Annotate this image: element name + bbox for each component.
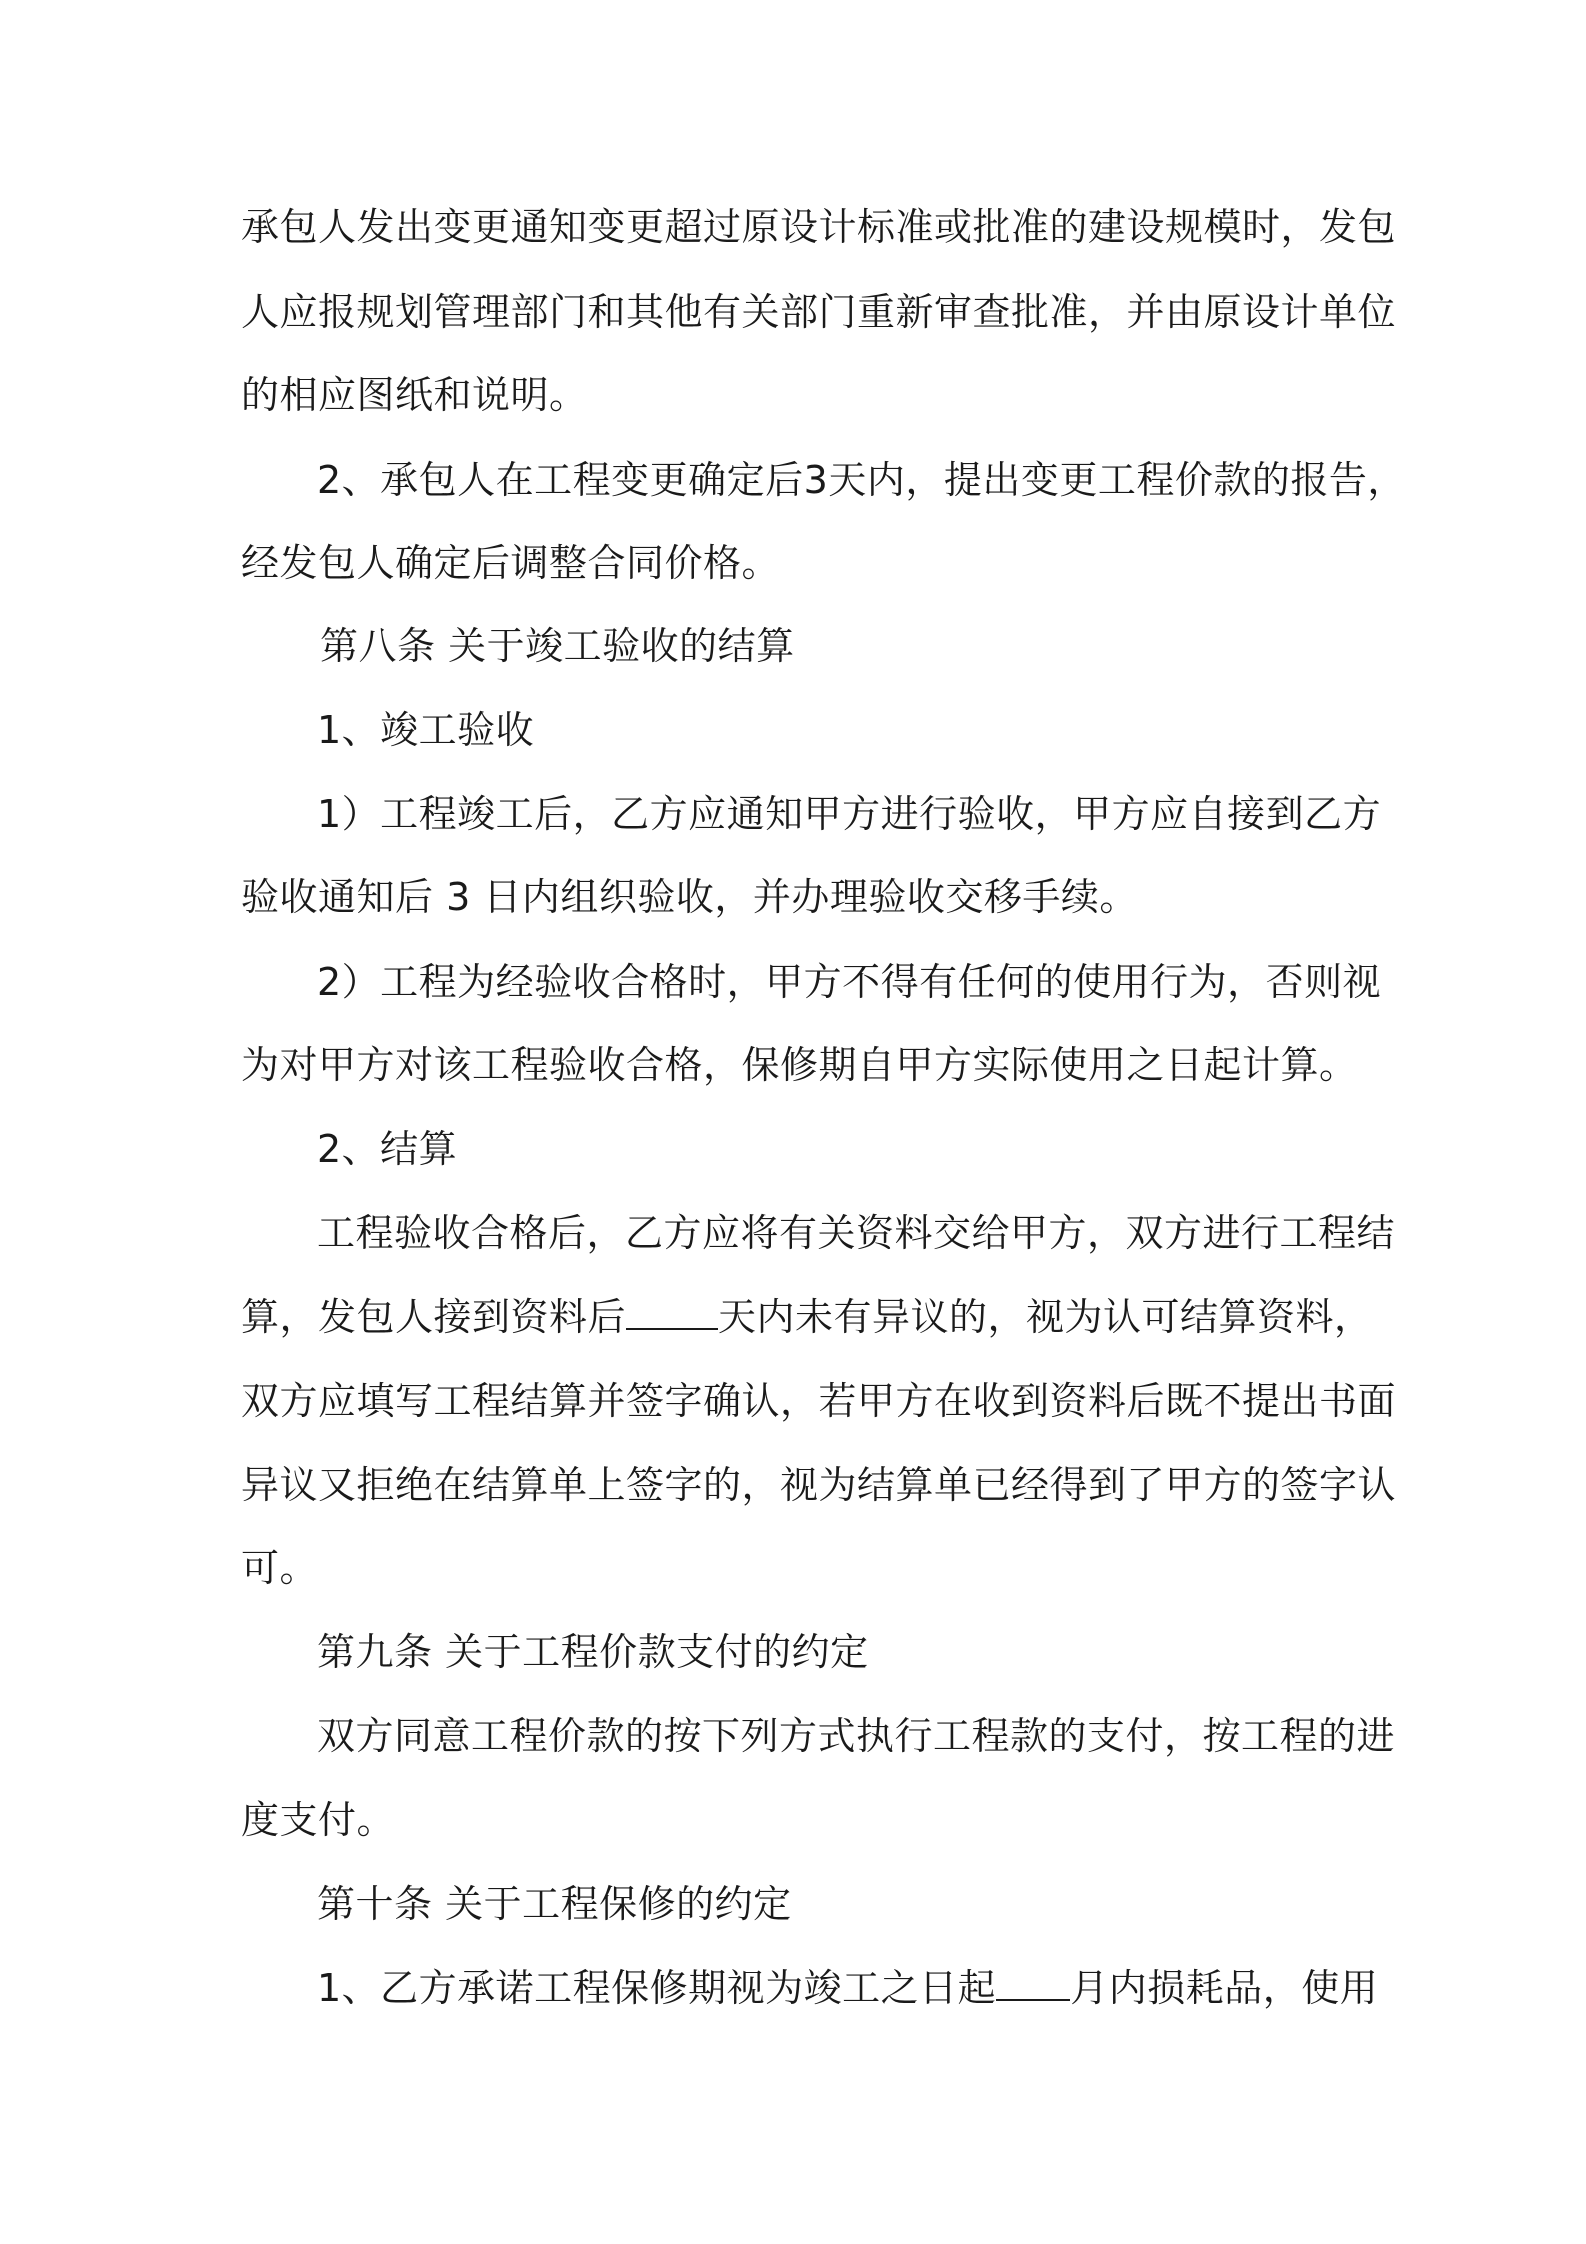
paragraph-line: 为对甲方对该工程验收合格，保修期自甲方实际使用之日起计算。 (241, 1043, 1358, 1087)
text-segment: 算，发包人接到资料后 (241, 1295, 627, 1339)
paragraph-line-with-blank (317, 1963, 1378, 2013)
paragraph-line: 可。 (241, 1546, 319, 1590)
text-segment: 1、乙方承诺工程保修期视为竣工之日起 (317, 1966, 997, 2010)
paragraph-line: 验收通知后 3 日内组织验收，并办理验收交移手续。 (241, 875, 1138, 919)
paragraph-line: 双方同意工程价款的按下列方式执行工程款的支付，按工程的进 (317, 1714, 1396, 1758)
paragraph-line: 双方应填写工程结算并签字确认，若甲方在收到资料后既不提出书面 (241, 1379, 1397, 1423)
section-heading: 第十条 关于工程保修的约定 (317, 1882, 792, 1926)
paragraph-line: 承包人发出变更通知变更超过原设计标准或批准的建设规模时，发包 (241, 205, 1397, 249)
paragraph-line: 的相应图纸和说明。 (241, 373, 588, 417)
paragraph-line: 经发包人确定后调整合同价格。 (241, 541, 781, 585)
text-segment: 天内未有异议的，视为认可结算资料， (718, 1295, 1373, 1339)
fill-in-blank[interactable] (626, 1292, 718, 1330)
section-heading: 第八条 关于竣工验收的结算 (320, 624, 795, 668)
fill-in-blank[interactable] (996, 1963, 1070, 2001)
paragraph-line: 人应报规划管理部门和其他有关部门重新审查批准，并由原设计单位 (241, 290, 1397, 334)
section-heading: 第九条 关于工程价款支付的约定 (317, 1630, 869, 1674)
paragraph-line-with-blank (241, 1292, 1373, 1342)
subsection-title: 1、竣工验收 (317, 708, 535, 752)
paragraph-line: 异议又拒绝在结算单上签字的，视为结算单已经得到了甲方的签字认 (241, 1463, 1397, 1507)
paragraph-line: 2、承包人在工程变更确定后3天内，提出变更工程价款的报告， (317, 458, 1406, 502)
subsection-title: 2、结算 (317, 1127, 458, 1171)
text-segment: 月内损耗品，使用 (1070, 1966, 1379, 2010)
paragraph-line: 1）工程竣工后，乙方应通知甲方进行验收，甲方应自接到乙方 (317, 792, 1382, 836)
paragraph-line: 度支付。 (241, 1798, 396, 1842)
paragraph-line: 工程验收合格后，乙方应将有关资料交给甲方，双方进行工程结 (317, 1211, 1396, 1255)
paragraph-line: 2）工程为经验收合格时，甲方不得有任何的使用行为，否则视 (317, 960, 1382, 1004)
